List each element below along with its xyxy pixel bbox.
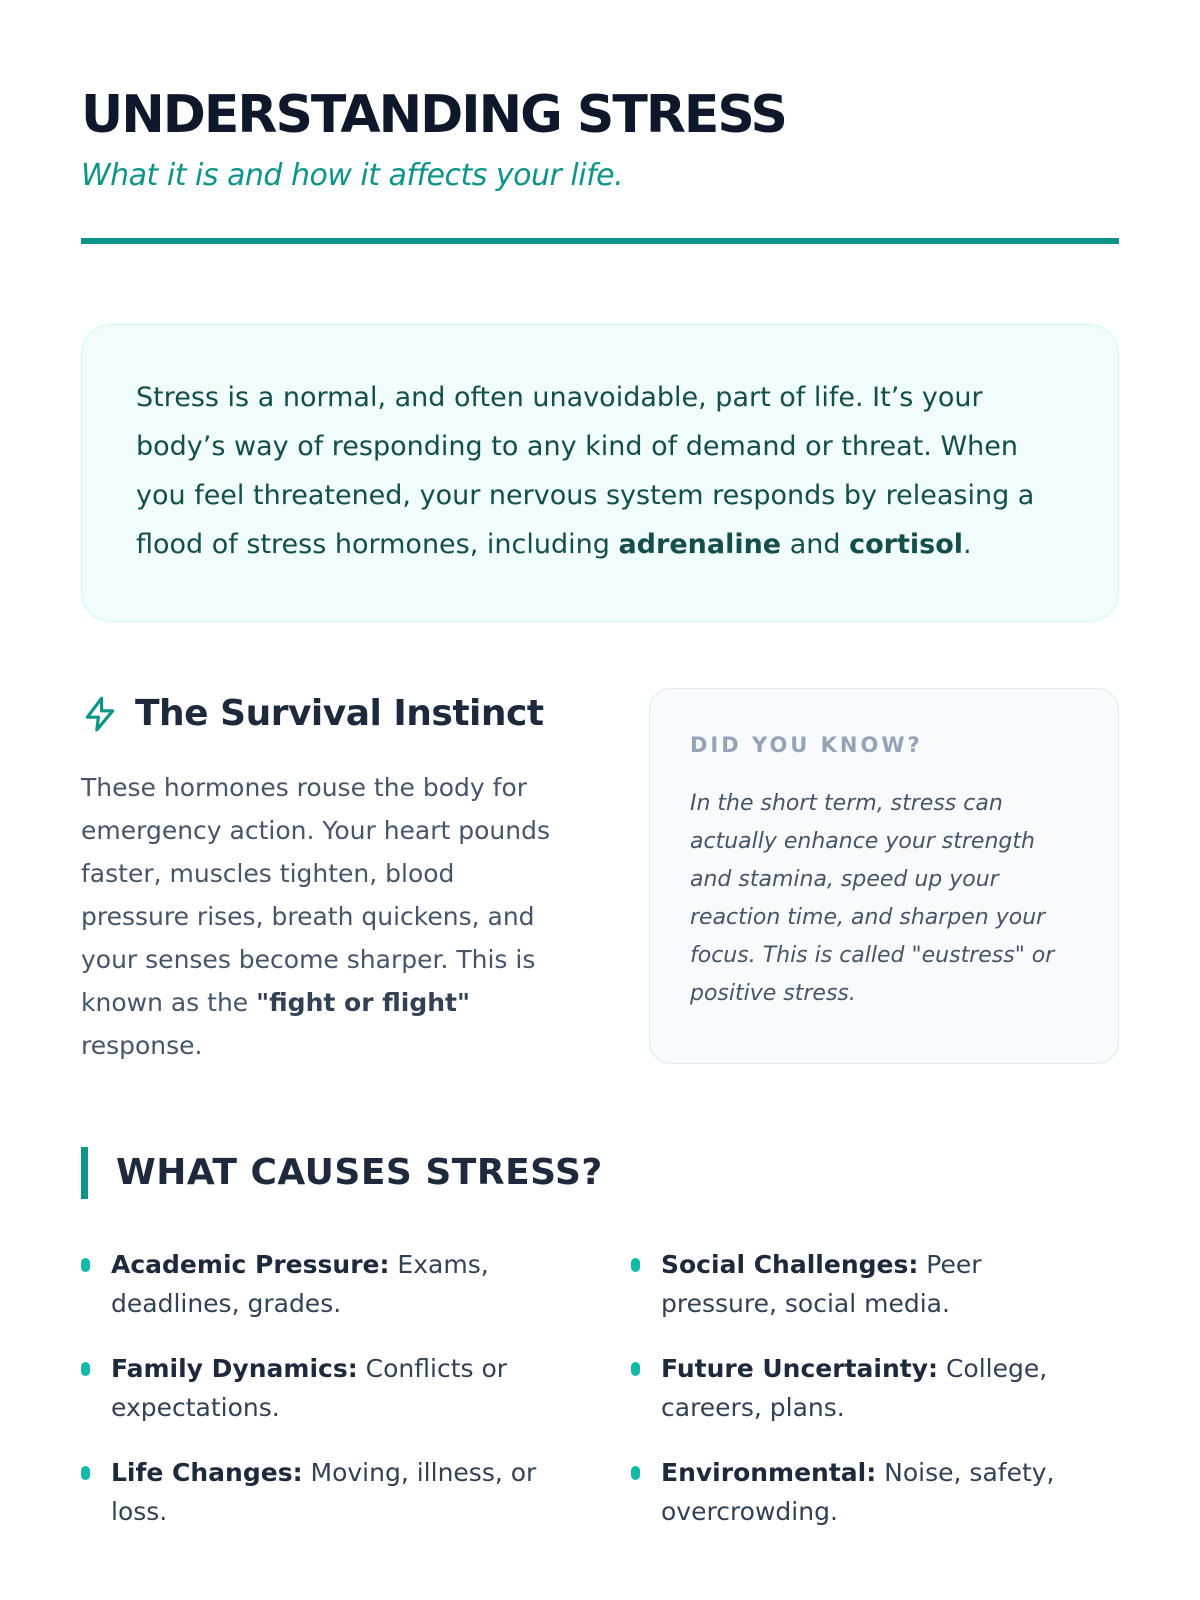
cause-text — [661, 1245, 1091, 1323]
bullet-icon — [631, 1466, 640, 1480]
cause-text — [111, 1453, 541, 1531]
causes-heading — [81, 1147, 1119, 1199]
survival-heading — [81, 688, 561, 736]
fight-or-flight-keyword: "fight or flight" — [256, 988, 471, 1017]
survival-text-end: response. — [81, 1031, 203, 1060]
did-you-know-card — [649, 688, 1119, 1064]
cause-description: Moving, illness, or loss. — [111, 1458, 537, 1526]
intro-keyword-cortisol: cortisol — [849, 529, 963, 560]
cause-description: Conflicts or expectations. — [111, 1354, 508, 1422]
bullet-icon — [631, 1362, 640, 1376]
survival-text-start: These hormones rouse the body for emergency action. Your heart pounds faster, muscles tighten, blood pressure rises, breath quickens, and your senses become sharper. This is known as the — [81, 773, 551, 1017]
causes-list — [81, 1245, 1119, 1531]
intro-text-end: . — [963, 529, 972, 560]
cause-description: College, careers, plans. — [661, 1354, 1048, 1422]
lightning-bolt-icon — [81, 695, 119, 733]
cause-title: Life Changes: — [111, 1458, 303, 1487]
causes-section — [81, 1147, 1119, 1531]
causes-heading-text: WHAT CAUSES STRESS? — [116, 1152, 603, 1193]
list-item — [81, 1245, 631, 1323]
cause-description: Peer pressure, social media. — [661, 1250, 982, 1318]
cause-title: Academic Pressure: — [111, 1250, 390, 1279]
list-item — [631, 1349, 1101, 1427]
intro-text — [136, 373, 1064, 569]
bullet-icon — [81, 1466, 90, 1480]
intro-text-start: Stress is a normal, and often unavoidable, part of life. It’s your body’s way of responding to any kind of demand or threat. When you feel threatened, your nervous system responds by releasing a flood of stress hormones, including — [136, 382, 1035, 560]
did-you-know-text: In the short term, stress can actually enhance your strength and stamina, speed up your reaction time, and sharpen your focus. This is called "eustress" or positive stress. — [690, 791, 1055, 1006]
survival-heading-text: The Survival Instinct — [135, 693, 544, 734]
cause-description: Noise, safety, overcrowding. — [661, 1458, 1055, 1526]
intro-text-middle: and — [781, 529, 850, 560]
intro-callout — [81, 324, 1119, 622]
page-title: UNDERSTANDING STRESS — [81, 85, 786, 145]
cause-title: Environmental: — [661, 1458, 877, 1487]
header-divider — [81, 238, 1119, 244]
cause-title: Family Dynamics: — [111, 1354, 358, 1383]
list-item — [81, 1453, 631, 1531]
survival-column — [81, 688, 561, 1067]
cause-text — [661, 1349, 1091, 1427]
did-you-know-label: DID YOU KNOW? — [690, 733, 923, 757]
survival-body — [81, 766, 561, 1067]
cause-text — [661, 1453, 1091, 1531]
cause-text — [111, 1245, 541, 1323]
cause-text — [111, 1349, 541, 1427]
list-item — [631, 1245, 1101, 1323]
cause-title: Future Uncertainty: — [661, 1354, 939, 1383]
page-header — [81, 0, 1119, 244]
list-item — [631, 1453, 1101, 1531]
bullet-icon — [81, 1362, 90, 1376]
survival-section — [81, 688, 1119, 1067]
intro-keyword-adrenaline: adrenaline — [618, 529, 782, 560]
cause-title: Social Challenges: — [661, 1250, 919, 1279]
cause-description: Exams, deadlines, grades. — [111, 1250, 489, 1318]
bullet-icon — [631, 1258, 640, 1272]
page-subtitle: What it is and how it affects your life. — [81, 158, 624, 193]
bullet-icon — [81, 1258, 90, 1272]
list-item — [81, 1349, 631, 1427]
